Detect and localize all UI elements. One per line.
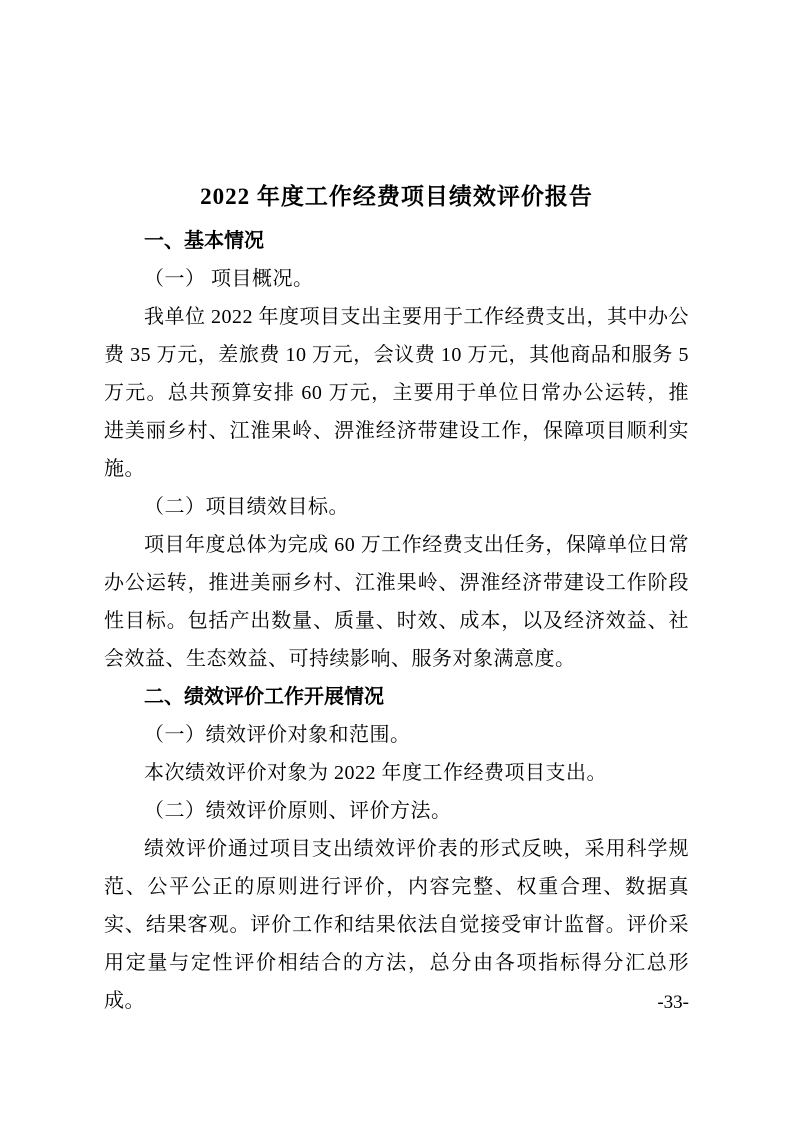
paragraph-performance-targets-body: 项目年度总体为完成 60 万工作经费支出任务，保障单位日常办公运转，推进美丽乡村、江淮果岭、淠淮经济带建设工作阶段性目标。包括产出数量、质量、时效、成本，以及经济效益、社会效益、生态效益、可持续影响、服务对象满意度。 <box>104 534 689 670</box>
subsection-heading-project-overview: （一） 项目概况。 <box>144 268 314 290</box>
subsection-heading-evaluation-principles: （二）绩效评价原则、评价方法。 <box>144 800 452 822</box>
section-heading-evaluation-work: 二、绩效评价工作开展情况 <box>144 686 384 708</box>
paragraph-project-overview-body: 我单位 2022 年度项目支出主要用于工作经费支出，其中办公费 35 万元，差旅费 10 万元，会议费 10 万元，其他商品和服务 5 万元。总共预算安排 60 万元，主要用于单位日常办公运转，推进美丽乡村、江淮果岭、淠淮经济带建设工作，保障项目顺利实施。 <box>104 306 689 480</box>
page-number: -33- <box>657 992 689 1013</box>
paragraph-evaluation-scope-body: 本次绩效评价对象为 2022 年度工作经费项目支出。 <box>144 762 607 784</box>
paragraph-evaluation-principles-body: 绩效评价通过项目支出绩效评价表的形式反映，采用科学规范、公平公正的原则进行评价，内容完整、权重合理、数据真实、结果客观。评价工作和结果依法自觉接受审计监督。评价采用定量与定性评价相结合的方法，总分由各项指标得分汇总形成。 <box>104 838 689 1012</box>
subsection-heading-performance-targets: （二）项目绩效目标。 <box>144 496 349 518</box>
subsection-heading-evaluation-scope: （一）绩效评价对象和范围。 <box>144 724 411 746</box>
document-title: 2022 年度工作经费项目绩效评价报告 <box>200 184 593 209</box>
section-heading-basic-situation: 一、基本情况 <box>144 230 264 252</box>
